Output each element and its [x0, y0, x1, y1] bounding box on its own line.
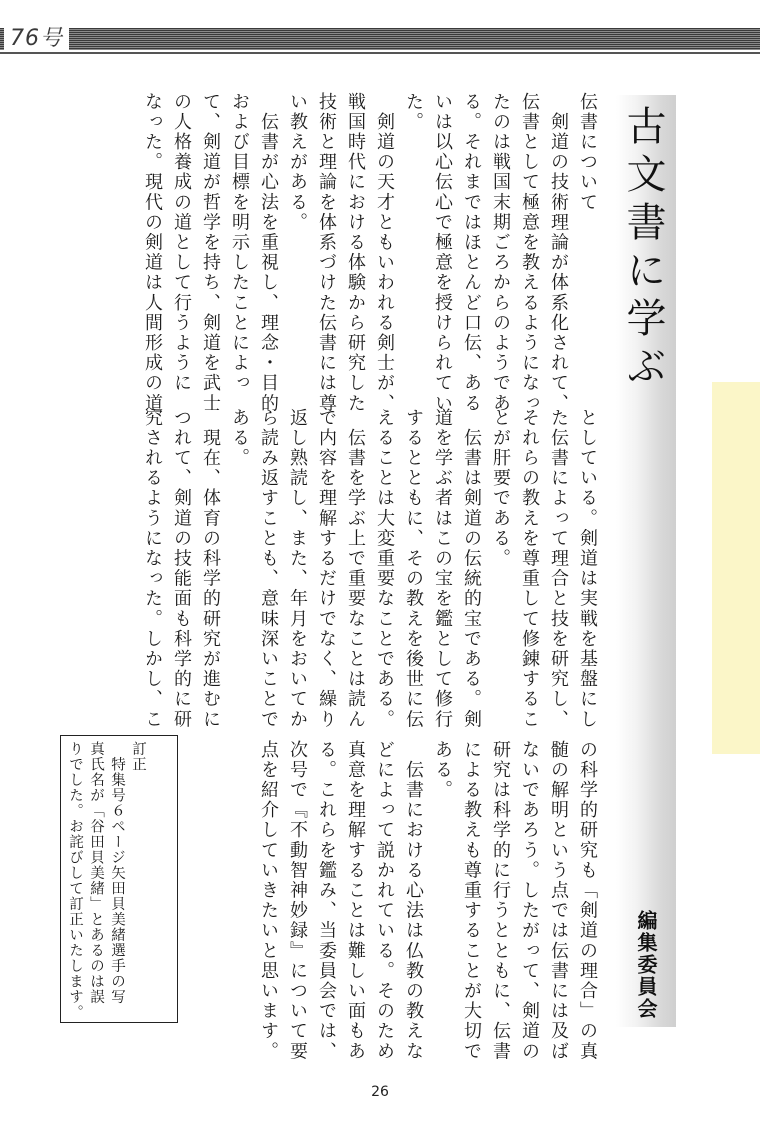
text-line: 伝書として極意を教えるようになっ [519, 92, 540, 414]
text-line: 真氏名が「谷田貝美緒」とあるのは誤 [88, 741, 104, 1005]
article-byline: 編集委員会 [634, 910, 658, 1020]
text-line: 現在、体育の科学的研究が進むに [200, 408, 221, 730]
text-line: 伝書について [577, 92, 598, 213]
text-line: いは以心伝心で極意を授けられてい [432, 92, 453, 414]
text-line: で内容を理解するだけでなく、繰り [316, 408, 337, 730]
text-line: 技術と理論を体系づけた伝書には尊 [316, 92, 337, 414]
text-line: 伝書が心法を重視し、理念・目的 [258, 92, 279, 414]
text-line: による教えも尊重することが大切で [461, 740, 482, 1062]
text-line: 剣道の技術理論が体系化されて、 [548, 92, 569, 414]
text-line: および目標を明示したことによっ [229, 92, 250, 394]
text-line: 訂正 [130, 741, 146, 772]
page-number: 26 [371, 1084, 389, 1100]
correction-text [64, 741, 148, 1020]
text-line: 戦国時代における体験から研究した [345, 92, 366, 414]
text-line: 伝書における心法は仏教の教えな [403, 740, 424, 1062]
text-line: するとともに、その教えを後世に伝 [403, 408, 424, 730]
text-line: とが肝要である。 [490, 408, 511, 569]
text-line: 髄の解明という点では伝書には及ば [548, 740, 569, 1062]
header-rule [0, 28, 760, 50]
text-line: 返し熟読し、また、年月をおいてか [287, 408, 308, 730]
text-line: 研究は科学的に行うとともに、伝書 [490, 740, 511, 1062]
text-line: 特集号６ページ矢田貝美緒選手の写 [109, 741, 125, 1005]
text-line: ないであろう。したがって、剣道の [519, 740, 540, 1062]
text-line: なった。現代の剣道は人間形成の道 [142, 92, 163, 414]
text-line: 伝書は剣道の伝統的宝である。剣 [461, 408, 482, 730]
text-line: それらの教えを尊重して修錬するこ [519, 408, 540, 730]
text-line: る。これらを鑑み、当委員会では、 [316, 740, 337, 1062]
text-line: 道を学ぶ者はこの宝を鑑として修行 [432, 408, 453, 730]
text-line: 伝書を学ぶ上で重要なことは読ん [345, 408, 366, 730]
text-line: の科学的研究も「剣道の理合」の真 [577, 740, 598, 1062]
text-line: 点を紹介していきたいと思います。 [258, 740, 279, 1062]
text-line: たのは戦国末期ごろからのようであ [490, 92, 511, 414]
side-index-tab [712, 382, 760, 754]
text-line: えることは大変重要なことである。 [374, 408, 395, 730]
issue-label: 76号 [4, 26, 69, 52]
text-line: る。それまではほとんど口伝、ある [461, 92, 482, 414]
text-line: た。 [403, 92, 424, 133]
text-line: 剣道の天才ともいわれる剣士が、 [374, 92, 395, 414]
text-line: としている。剣道は実戦を基盤にし [577, 408, 598, 730]
text-line: た伝書によって理合と技を研究し、 [548, 408, 569, 730]
text-block-lower [226, 740, 602, 1062]
text-line: どによって説かれている。そのため [374, 740, 395, 1062]
text-block-upper [118, 92, 602, 414]
article-title: 古文書に学ぶ [620, 105, 666, 393]
text-line: い教えがある。 [287, 92, 308, 233]
text-line: 真意を理解することは難しい面もあ [345, 740, 366, 1062]
text-line: りでした。お詫びして訂正いたします。 [67, 741, 83, 1020]
text-line: つれて、剣道の技能面も科学的に研 [171, 408, 192, 730]
text-line: て、剣道が哲学を持ち、剣道を武士 [200, 92, 221, 414]
text-block-middle [142, 408, 602, 730]
text-line: 次号で『不動智神妙録』について要 [287, 740, 308, 1062]
text-line: 究されるようになった。しかし、こ [142, 408, 163, 730]
text-line: の人格養成の道として行うように [171, 92, 192, 394]
text-line: ある。 [432, 740, 453, 801]
text-line: ある。 [229, 408, 250, 469]
text-line: ら読み返すことも、意味深いことで [258, 408, 279, 730]
